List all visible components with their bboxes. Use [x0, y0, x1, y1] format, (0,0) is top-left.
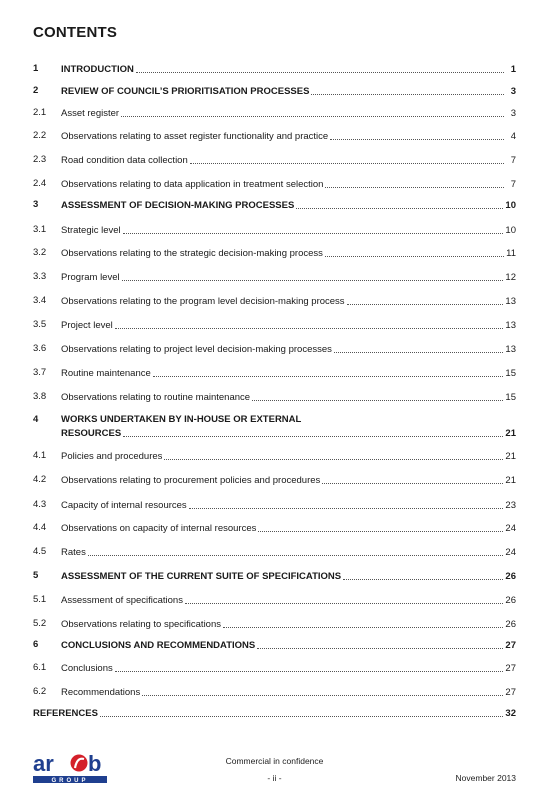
dot-leader — [190, 150, 504, 164]
toc-entry-number: 3.4 — [33, 295, 47, 306]
toc-entry-number: 3.3 — [33, 271, 47, 282]
toc-entry[interactable] — [33, 198, 516, 212]
toc-entry-page: 23 — [505, 500, 516, 511]
toc-entry-title: Observations relating to routine maintenance — [61, 392, 251, 403]
dot-leader — [334, 339, 504, 353]
toc-entry-number: 3.2 — [33, 247, 47, 258]
dot-leader — [343, 566, 503, 580]
dot-leader — [88, 542, 504, 556]
toc-entry-number: 3.1 — [33, 224, 47, 235]
toc-entry-page: 24 — [505, 523, 516, 534]
toc-entry[interactable] — [33, 177, 516, 191]
toc-entry-title: WORKS UNDERTAKEN BY IN-HOUSE OR EXTERNAL — [61, 414, 302, 425]
dot-leader — [311, 81, 504, 95]
toc-entry[interactable] — [33, 318, 516, 332]
toc-entry-page: 13 — [505, 296, 516, 307]
dot-leader — [185, 590, 503, 604]
toc-entry-title: Observations relating to data application in treatment selection — [61, 179, 324, 190]
toc-entry[interactable] — [33, 617, 516, 631]
page-footer — [0, 740, 549, 796]
toc-entry-title: Road condition data collection — [61, 155, 188, 166]
toc-entry[interactable] — [33, 84, 516, 98]
toc-entry[interactable] — [33, 545, 516, 559]
dot-leader — [164, 446, 503, 460]
dot-leader — [100, 703, 503, 717]
toc-entry-page: 27 — [505, 663, 516, 674]
toc-entry-title: Observations relating to the program level decision-making process — [61, 296, 345, 307]
toc-entry-number: 5.2 — [33, 618, 47, 629]
toc-entry-page: 4 — [510, 131, 516, 142]
toc-entry[interactable] — [33, 390, 516, 404]
toc-entry-title: Strategic level — [61, 225, 121, 236]
toc-entry[interactable] — [33, 521, 516, 535]
toc-entry-number: 2.3 — [33, 154, 47, 165]
toc-entry-page: 10 — [505, 200, 516, 211]
svg-text:ar: ar — [33, 751, 54, 776]
footer-date: November 2013 — [455, 773, 516, 783]
toc-entry-title: INTRODUCTION — [61, 64, 134, 75]
toc-entry-title: REVIEW OF COUNCIL’S PRIORITISATION PROCESSES — [61, 86, 310, 97]
toc-entry-number: 6 — [33, 639, 39, 650]
toc-entry-number: 2.4 — [33, 178, 47, 189]
toc-entry-title: Observations relating to project level decision-making processes — [61, 344, 332, 355]
svg-text:b: b — [88, 751, 102, 776]
toc-entry[interactable] — [33, 62, 516, 76]
toc-entry-title: Routine maintenance — [61, 368, 151, 379]
toc-entry-number: 4.1 — [33, 450, 47, 461]
toc-entry-title: Rates — [61, 547, 86, 558]
toc-entry-page: 26 — [505, 619, 516, 630]
toc-entry-page: 7 — [510, 179, 516, 190]
dot-leader — [115, 315, 504, 329]
toc-entry-page: 13 — [505, 344, 516, 355]
toc-entry-page: 27 — [505, 687, 516, 698]
toc-entry-number: 4.2 — [33, 474, 47, 485]
toc-entry-page: 1 — [510, 64, 516, 75]
toc-entry[interactable] — [33, 413, 516, 440]
toc-entry-number: 6.1 — [33, 662, 47, 673]
toc-entry-title: Observations relating to specifications — [61, 619, 221, 630]
toc-entry-page: 10 — [505, 225, 516, 236]
dot-leader — [296, 195, 503, 209]
toc-entry-number: 2.2 — [33, 130, 47, 141]
dot-leader — [258, 518, 503, 532]
toc-entry-title-continued: RESOURCES — [61, 428, 122, 439]
toc-entry-page: 3 — [510, 86, 516, 97]
confidentiality-note: Commercial in confidence — [225, 756, 324, 766]
toc-entry-page: 21 — [505, 428, 516, 439]
dot-leader — [123, 423, 503, 437]
toc-entry-page: 21 — [505, 475, 516, 486]
toc-entry[interactable] — [33, 129, 516, 143]
toc-entry-number: 2 — [33, 85, 39, 96]
toc-entry-page: 26 — [505, 571, 516, 582]
toc-entry[interactable] — [33, 498, 516, 512]
dot-leader — [322, 470, 503, 484]
dot-leader — [347, 291, 504, 305]
dot-leader — [121, 103, 504, 117]
toc-entry-title: ASSESSMENT OF THE CURRENT SUITE OF SPECIFICATIONS — [61, 571, 342, 582]
page-number: - ii - — [267, 773, 282, 783]
toc-entry-title: Observations on capacity of internal resources — [61, 523, 257, 534]
dot-leader — [142, 682, 503, 696]
toc-entry[interactable] — [33, 366, 516, 380]
dot-leader — [153, 363, 504, 377]
toc-entry-number: 3.8 — [33, 391, 47, 402]
dot-leader — [325, 243, 504, 257]
toc-entry[interactable] — [33, 685, 516, 699]
toc-entry-number: 3.7 — [33, 367, 47, 378]
toc-entry[interactable] — [33, 223, 516, 237]
toc-entry[interactable] — [33, 569, 516, 583]
toc-entry-page: 32 — [505, 708, 516, 719]
toc-entry[interactable] — [33, 294, 516, 308]
toc-entry[interactable] — [33, 153, 516, 167]
toc-entry-page: 15 — [505, 392, 516, 403]
toc-entry-title: Assessment of specifications — [61, 595, 183, 606]
toc-entry-number: 4 — [33, 414, 39, 425]
toc-entry-title: Observations relating to asset register functionality and practice — [61, 131, 329, 142]
toc-entry-number: 6.2 — [33, 686, 47, 697]
toc-entry[interactable] — [33, 246, 516, 260]
toc-entry-title: REFERENCES — [33, 708, 98, 719]
toc-entry-title: Observations relating to the strategic decision-making process — [61, 248, 323, 259]
dot-leader — [223, 614, 503, 628]
toc-entry-title: Recommendations — [61, 687, 141, 698]
toc-entry-page: 11 — [506, 248, 516, 259]
toc-entry-number: 3 — [33, 199, 39, 210]
toc-entry-page: 7 — [510, 155, 516, 166]
toc-entry-page: 3 — [510, 108, 516, 119]
toc-entry[interactable] — [33, 638, 516, 652]
toc-entry-title: Conclusions — [61, 663, 113, 674]
toc-entry-number: 4.5 — [33, 546, 47, 557]
toc-entry-title: Capacity of internal resources — [61, 500, 187, 511]
dot-leader — [189, 495, 504, 509]
toc-entry[interactable] — [33, 449, 516, 463]
toc-entry-page: 21 — [505, 451, 516, 462]
dot-leader — [325, 174, 504, 188]
dot-leader — [136, 59, 504, 73]
toc-entry[interactable] — [33, 706, 516, 720]
toc-entry-page: 15 — [505, 368, 516, 379]
toc-entry-title: ASSESSMENT OF DECISION-MAKING PROCESSES — [61, 200, 295, 211]
toc-entry[interactable] — [33, 473, 516, 487]
svg-text:GROUP: GROUP — [51, 778, 89, 784]
toc-entry-number: 4.4 — [33, 522, 47, 533]
toc-entry[interactable] — [33, 593, 516, 607]
dot-leader — [122, 267, 504, 281]
toc-entry-number: 5 — [33, 570, 39, 581]
toc-entry-title: Observations relating to procurement policies and procedures — [61, 475, 321, 486]
toc-entry-title: Asset register — [61, 108, 120, 119]
toc-entry-title: CONCLUSIONS AND RECOMMENDATIONS — [61, 640, 256, 651]
toc-entry-title: Policies and procedures — [61, 451, 163, 462]
toc-entry-page: 13 — [505, 320, 516, 331]
dot-leader — [330, 126, 504, 140]
toc-entry-number: 3.5 — [33, 319, 47, 330]
toc-entry-page: 24 — [505, 547, 516, 558]
toc-entry-number: 5.1 — [33, 594, 47, 605]
dot-leader — [123, 220, 504, 234]
dot-leader — [115, 658, 504, 672]
toc-entry-number: 3.6 — [33, 343, 47, 354]
dot-leader — [257, 635, 503, 649]
toc-entry[interactable] — [33, 661, 516, 675]
toc-entry[interactable] — [33, 270, 516, 284]
toc-entry-page: 26 — [505, 595, 516, 606]
toc-entry-title: Program level — [61, 272, 120, 283]
toc-entry-number: 2.1 — [33, 107, 47, 118]
page-title: CONTENTS — [33, 24, 118, 41]
dot-leader — [252, 387, 503, 401]
toc-entry[interactable] — [33, 106, 516, 120]
toc-entry-title: Project level — [61, 320, 113, 331]
toc-entry-number: 4.3 — [33, 499, 47, 510]
toc-entry[interactable] — [33, 342, 516, 356]
toc-entry-number: 1 — [33, 63, 39, 74]
toc-entry-page: 27 — [505, 640, 516, 651]
toc-entry-page: 12 — [505, 272, 516, 283]
